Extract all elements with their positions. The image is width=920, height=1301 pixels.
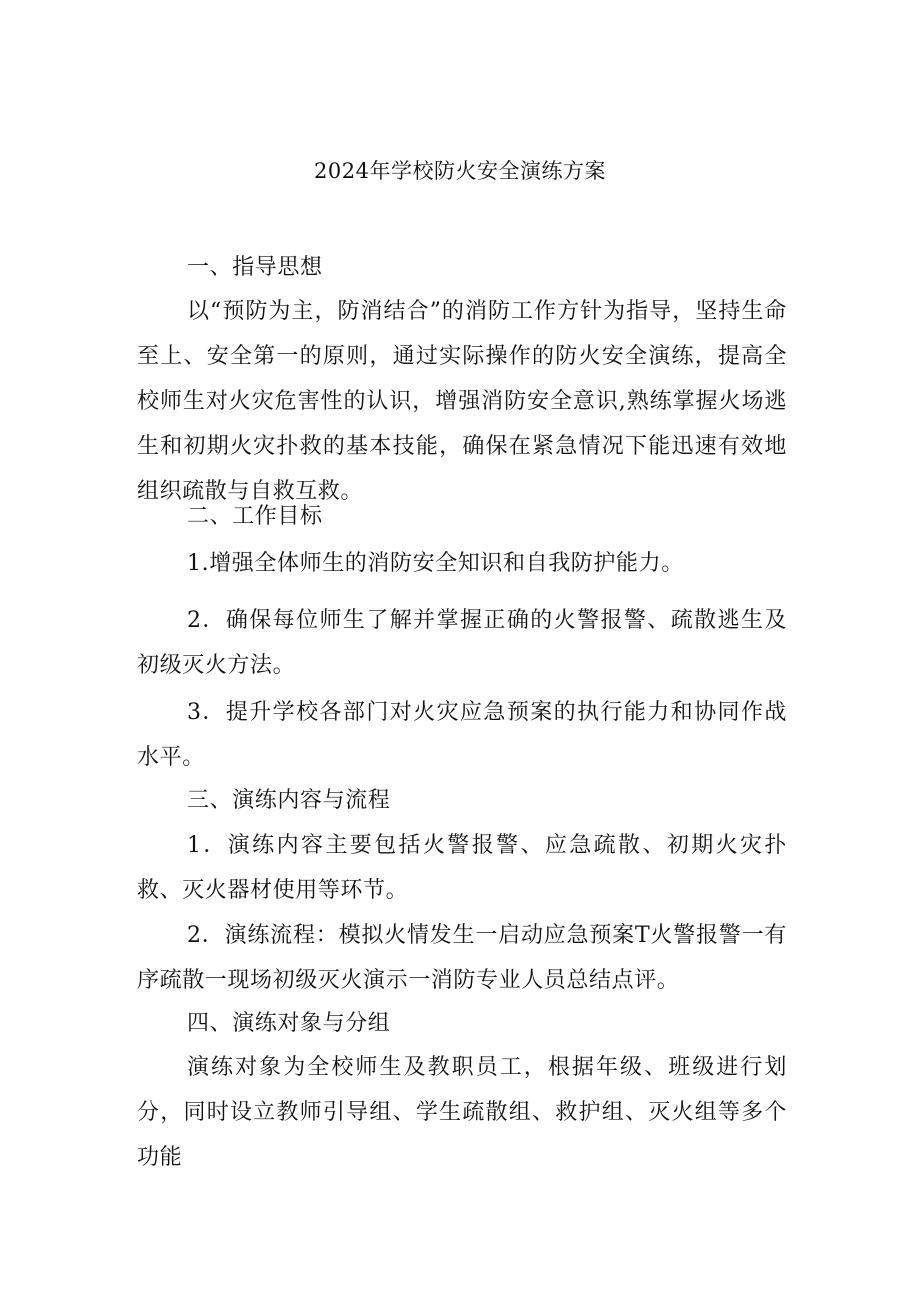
goal-item-1: 1.增强全体师生的消防安全知识和自我防护能力。	[187, 551, 684, 576]
section-heading-guiding-ideology: 一、指导思想	[187, 255, 323, 280]
section-paragraph-drill-targets: 演练对象为全校师生及教职员工，根据年级、班级进行划分，同时设立教师引导组、学生疏散组、救护组、灭火组等多个功能	[137, 1055, 787, 1170]
goal-item-3: 3．提升学校各部门对火灾应急预案的执行能力和协同作战水平。	[137, 700, 787, 770]
document-title: 2024年学校防火安全演练方案	[314, 159, 606, 183]
section-paragraph-guiding-ideology: 以“预防为主，防消结合”的消防工作方针为指导，坚持生命至上、安全第一的原则，通过实际操作的防火安全演练，提高全校师生对火灾危害性的认识，增强消防安全意识,熟练掌握火场逃生和初期火灾扑救的基本技能，确保在紧急情况下能迅速有效地组织疏散与自救互救。	[137, 299, 787, 504]
content-item-2: 2．演练流程：模拟火情发生一启动应急预案T火警报警一有序疏散一现场初级灭火演示一消防专业人员总结点评。	[137, 923, 787, 993]
section-heading-drill-content: 三、演练内容与流程	[187, 788, 391, 813]
section-heading-drill-targets: 四、演练对象与分组	[187, 1011, 391, 1036]
content-item-1: 1．演练内容主要包括火警报警、应急疏散、初期火灾扑救、灭火器材使用等环节。	[137, 833, 787, 903]
section-heading-work-goals: 二、工作目标	[187, 504, 323, 529]
goal-item-2: 2．确保每位师生了解并掌握正确的火警报警、疏散逃生及初级灭火方法。	[137, 608, 787, 678]
